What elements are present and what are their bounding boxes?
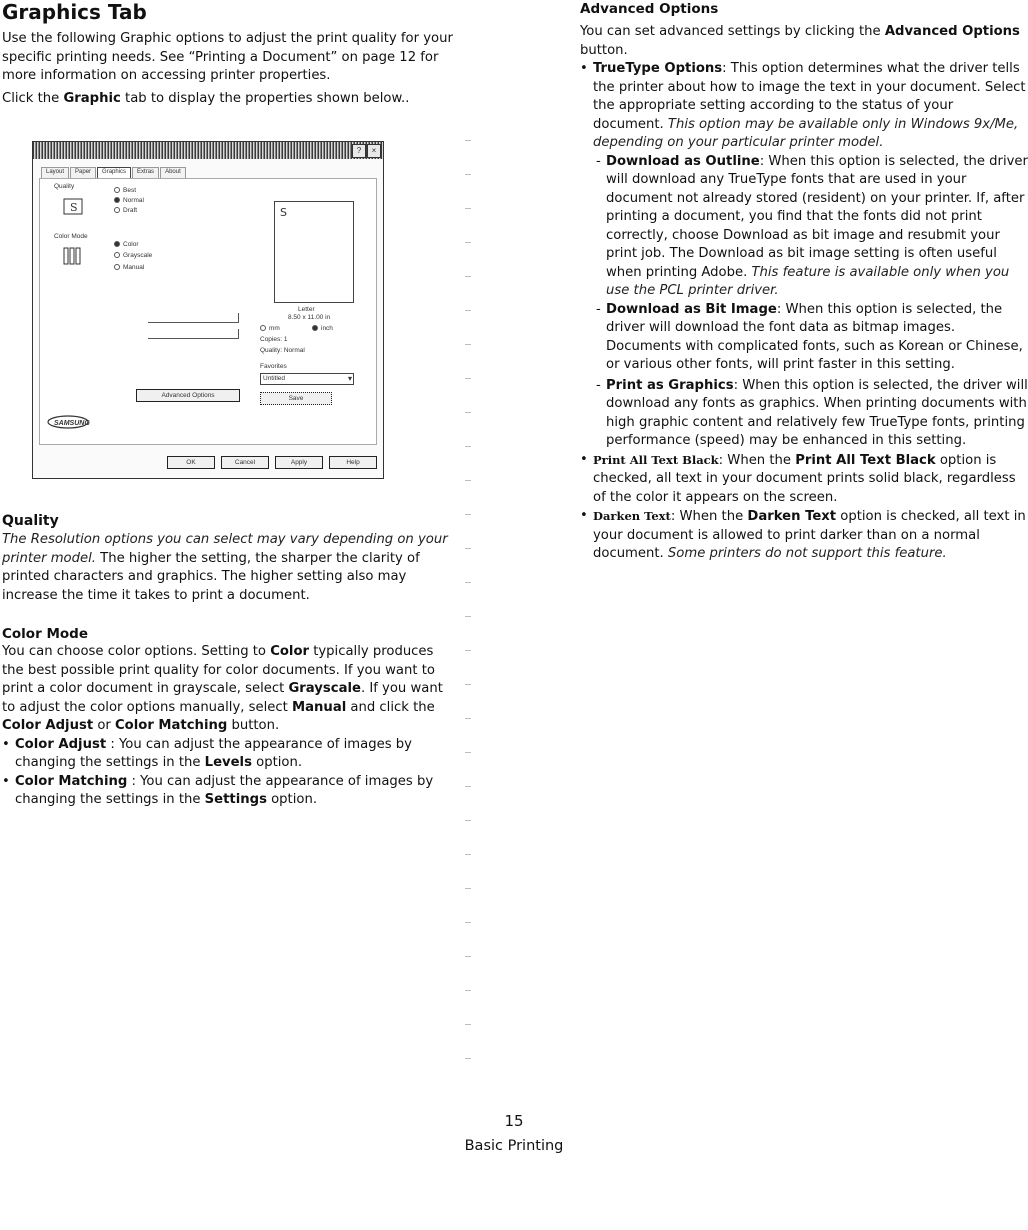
color-mode-icon: [62, 245, 84, 267]
radio-best[interactable]: Best: [114, 187, 136, 194]
advanced-intro: You can set advanced settings by clicking the Advanced Options button.: [580, 24, 1020, 58]
printer-properties-dialog: [32, 141, 384, 479]
cancel-button[interactable]: Cancel: [221, 456, 269, 469]
paper-size: 8.50 x 11.00 in: [288, 314, 331, 321]
color-mode-group-label: Color Mode: [54, 233, 88, 240]
advanced-options-heading: Advanced Options: [580, 1, 719, 17]
svg-text:S: S: [70, 201, 78, 214]
radio-grayscale[interactable]: Grayscale: [114, 252, 152, 259]
radio-draft[interactable]: Draft: [114, 207, 137, 214]
graphics-panel: [39, 178, 377, 445]
favorites-label: Favorites: [260, 363, 287, 370]
paper-name: Letter: [298, 306, 315, 313]
radio-inch[interactable]: inch: [312, 325, 333, 332]
apply-button[interactable]: Apply: [275, 456, 323, 469]
tab-paper[interactable]: Paper: [70, 167, 96, 178]
left-column-lower: [2, 512, 454, 810]
intro-paragraph: Use the following Graphic options to adjust the print quality for your specific printing needs. See “Printing a Document” on page 12 for more information on accessing printer properties.: [2, 31, 453, 83]
copies-status: Copies: 1: [260, 336, 288, 343]
download-bitimage-item: - Download as Bit Image: When this option is selected, the driver will download the font data as bitmap images. Documents with complicated fonts, such as Korean or Chinese, or various other fonts, will print faster in this setting.: [596, 301, 1023, 372]
quality-group-label: Quality: [54, 183, 75, 190]
radio-mm[interactable]: mm: [260, 325, 280, 332]
favorites-select[interactable]: Untitled ▾: [260, 373, 354, 385]
dialog-title-bar: [33, 142, 383, 159]
print-as-graphics-item: - Print as Graphics: When this option is selected, the driver will download any fonts as graphics. When printing documents with high graphic content and relatively few TrueType fonts, printing performance (speed) may be enhanced in this setting.: [596, 377, 1028, 448]
preview-letter: S: [280, 206, 287, 219]
tab-about[interactable]: About: [160, 167, 186, 178]
color-matching-bullet: • Color Matching : You can adjust the appearance of images by changing the settings in the Settings option.: [2, 773, 454, 810]
print-all-text-black-bullet: • Print All Text Black: When the Print All Text Black option is checked, all text in your document prints solid black, regardless of the color it appears on the screen.: [580, 451, 1028, 508]
save-button[interactable]: Save: [260, 392, 332, 405]
dialog-tabs: [41, 167, 187, 178]
radio-normal[interactable]: Normal: [114, 197, 144, 204]
right-column: [580, 0, 1028, 564]
radio-color[interactable]: Color: [114, 241, 139, 248]
color-mode-paragraph: You can choose color options. Setting to Color typically produces the best possible print quality for color documents. If you want to print a color document in grayscale, select Grayscale. If you want to adjust the color options manually, select Manual and click the Color Adjust or Color Matching button.: [2, 644, 443, 733]
help-button[interactable]: Help: [329, 456, 377, 469]
column-divider: [465, 140, 471, 1090]
section-name: Basic Printing: [464, 1138, 564, 1154]
color-matching-button[interactable]: [148, 329, 239, 339]
svg-text:SAMSUNG: SAMSUNG: [54, 420, 90, 427]
darken-text-bullet: • Darken Text: When the Darken Text option is checked, all text in your document is allowed to print darker than on a normal document. Some printers do not support this feature.: [580, 507, 1028, 564]
color-mode-heading: Color Mode: [2, 626, 88, 642]
page-preview: [274, 201, 354, 303]
quality-paragraph: The Resolution options you can select may vary depending on your printer model. The higher the setting, the sharper the clarity of printed characters and graphics. The higher setting also may increase the time it takes to print a document.: [2, 532, 448, 603]
color-adjust-button[interactable]: [148, 313, 239, 323]
chevron-down-icon: ▾: [347, 374, 352, 383]
tab-extras[interactable]: Extras: [132, 167, 159, 178]
quality-status: Quality: Normal: [260, 347, 305, 354]
click-instruction: Click the Graphic tab to display the properties shown below..: [2, 90, 410, 106]
radio-manual[interactable]: Manual: [114, 264, 144, 271]
page-number: 15: [504, 1112, 524, 1130]
left-column: [2, 0, 454, 108]
page-title: Graphics Tab: [2, 0, 147, 24]
download-outline-item: - Download as Outline: When this option is selected, the driver will download any TrueType fonts that are used in your document not already stored (resident) on your printer. If, after printing a document, you find that the fonts did not print correctly, choose Download as bit image and resubmit your print job. The Download as bit image setting is often useful when printing Adobe. This feature is available only when you use the PCL printer driver.: [596, 153, 1028, 298]
truetype-bullet: • TrueType Options: This option determines what the driver tells the printer about how to image the text in your document. Select the appropriate setting according to the status of your document. This option may be available only in Windows 9x/Me, depending on your particular printer model.: [580, 60, 1028, 153]
close-icon[interactable]: ×: [367, 144, 381, 158]
tab-layout[interactable]: Layout: [41, 167, 69, 178]
ok-button[interactable]: OK: [167, 456, 215, 469]
quality-heading: Quality: [2, 513, 59, 529]
tab-graphics[interactable]: Graphics: [97, 167, 131, 178]
quality-printer-icon: [62, 195, 84, 217]
color-adjust-bullet: • Color Adjust : You can adjust the appearance of images by changing the settings in the Levels option.: [2, 736, 454, 773]
advanced-options-button[interactable]: Advanced Options: [136, 389, 240, 402]
help-icon[interactable]: ?: [352, 144, 366, 158]
samsung-logo: [46, 413, 106, 433]
